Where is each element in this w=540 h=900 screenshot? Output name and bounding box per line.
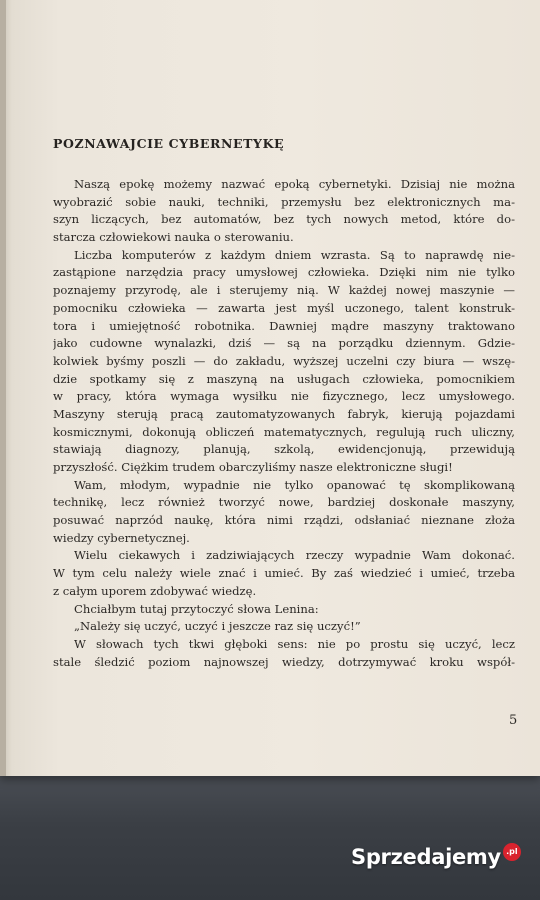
text-line: Maszyny sterują pracą zautomatyzowanych fabryk, kierują pojazdami [53, 406, 515, 421]
text-line: przyszłość. Ciężkim trudem obarczyliśmy nasze elektroniczne sługi! [53, 460, 453, 474]
text-line: wyobrazić sobie nauki, techniki, przemysłu bez elektronicznych ma- [53, 194, 515, 209]
text-line: tora i umiejętność robotnika. Dawniej mądre maszyny traktowano [53, 318, 515, 333]
watermark-text: Sprzedajemy [351, 845, 501, 869]
text-body [53, 176, 515, 671]
background-surface [0, 772, 540, 900]
text-line: W tym celu należy wiele znać i umieć. By zaś wiedzieć i umieć, trzeba [53, 566, 515, 581]
text-line: „Należy się uczyć, uczyć i jeszcze raz się uczyć!” [74, 619, 361, 634]
text-line: posuwać naprzód naukę, która nimi rządzi, odsłaniać nieznane złoża [53, 513, 515, 528]
page-edge [0, 0, 6, 776]
watermark-badge: .pl [503, 843, 521, 861]
text-line: W słowach tych tkwi głęboki sens: nie po prostu się uczyć, lecz [74, 636, 515, 651]
text-line: kosmicznymi, dokonują obliczeń matematycznych, regulują ruch uliczny, [53, 424, 515, 439]
text-line: kolwiek byśmy poszli — do zakładu, wyższej uczelni czy biura — wszę- [53, 353, 515, 368]
text-line: technikę, lecz również tworzyć nowe, bardziej doskonałe maszyny, [53, 495, 515, 510]
text-line: dzie spotkamy się z maszyną na usługach człowieka, pomocnikiem [53, 371, 515, 386]
text-line: Liczba komputerów z każdym dniem wzrasta. Są to naprawdę nie- [74, 247, 515, 262]
chapter-title: POZNAWAJCIE CYBERNETYKĘ [53, 136, 285, 151]
text-line: w pracy, która wymaga wysiłku nie fizycznego, lecz umysłowego. [53, 389, 515, 404]
text-line: zastąpione narzędzia pracy umysłowej człowieka. Dzięki nim nie tylko [53, 265, 515, 280]
text-line: z całym uporem zdobywać wiedzę. [53, 583, 257, 598]
text-line: Wam, młodym, wypadnie nie tylko opanować tę skomplikowaną [74, 477, 515, 492]
sprzedajemy-watermark [351, 845, 521, 869]
text-line: Wielu ciekawych i zadziwiających rzeczy wypadnie Wam dokonać. [74, 548, 515, 563]
text-line: Chciałbym tutaj przytoczyć słowa Lenina: [74, 601, 319, 616]
text-line: wiedzy cybernetycznej. [53, 530, 190, 545]
page-number: 5 [509, 713, 518, 728]
text-line: stawiają diagnozy, planują, szkolą, ewidencjonują, przewidują [53, 442, 515, 457]
text-line: pomocniku człowieka — zawarta jest myśl uczonego, talent konstruk- [53, 300, 515, 315]
text-line: szyn liczących, bez automatów, bez tych nowych metod, które do- [53, 212, 515, 227]
text-line: starcza człowiekowi nauka o sterowaniu. [53, 230, 294, 245]
text-line: stale śledzić poziom najnowszej wiedzy, dotrzymywać kroku współ- [53, 654, 515, 669]
text-line: Naszą epokę możemy nazwać epoką cybernetyki. Dzisiaj nie można [74, 177, 515, 191]
text-line: jako cudowne wynalazki, dziś — są na porządku dziennym. Gdzie- [53, 336, 515, 351]
text-line: poznajemy przyrodę, ale i sterujemy nią. W każdej nowej maszynie — [53, 283, 515, 298]
